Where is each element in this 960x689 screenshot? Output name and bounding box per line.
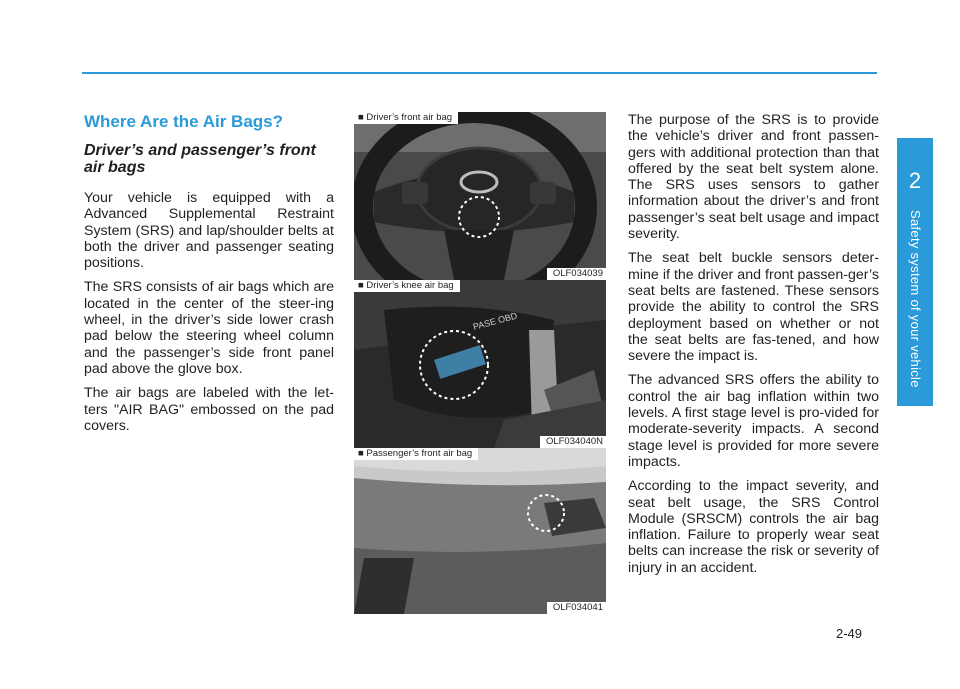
section-subtitle: Driver’s and passenger’s front air bags (84, 142, 316, 176)
left-column (84, 112, 334, 442)
section-title: Where Are the Air Bags? (84, 112, 284, 131)
steering-wheel-illustration (354, 112, 606, 280)
left-paragraph-2: The SRS consists of air bags which are located in the center of the steer-ing wheel, in the driver’s side lower crash pad below the steering wheel column and the passenger’s side front panel pad above the glove box. (84, 279, 334, 377)
figure-caption: ■ Passenger’s front air bag (354, 448, 478, 460)
figure-stack (354, 112, 606, 614)
figure-caption: ■ Driver’s knee air bag (354, 280, 460, 292)
svg-text:PASE OBD: PASE OBD (471, 310, 519, 332)
figure-code: OLF034040N (540, 436, 606, 448)
left-paragraph-3: The air bags are labeled with the let-ters "AIR BAG" embossed on the pad covers. (84, 385, 334, 434)
dashboard-illustration (354, 448, 606, 614)
header-rule (82, 72, 877, 74)
right-column (628, 112, 879, 584)
knee-airbag-illustration (354, 280, 606, 448)
figure-code: OLF034041 (547, 602, 606, 614)
page-number: 2-49 (836, 626, 863, 641)
right-paragraph-2: The seat belt buckle sensors deter-mine if the driver and front passen-ger’s seat belts are fastened. These sensors provide the ability to control the SRS deployment based on whether or not the seat belts are fas-tened, and how severe the impact is. (628, 250, 879, 365)
chapter-tab (897, 138, 933, 406)
right-paragraph-1: The purpose of the SRS is to provide the vehicle’s driver and front passen-gers with additional protection than that offered by the seat belt system alone. The SRS uses sensors to gather information about the driver’s and front passenger’s seat belt usage and impact severity. (628, 112, 879, 243)
right-paragraph-4: According to the impact severity, and seat belt usage, the SRS Control Module (SRSCM) controls the air bag inflation. Failure to properly wear seat belts can increase the risk or severity of injury in an accident. (628, 478, 879, 576)
right-paragraph-3: The advanced SRS offers the ability to control the air bag inflation within two levels. A first stage level is pro-vided for moderate-severity impacts. A second stage level is provided for more severe impacts. (628, 372, 879, 470)
chapter-label: Safety system of your vehicle (908, 210, 923, 388)
figure-caption: ■ Driver’s front air bag (354, 112, 458, 124)
figure-driver-knee-airbag (354, 280, 606, 448)
left-paragraph-1: Your vehicle is equipped with a Advanced Supplemental Restraint System (SRS) and lap/shoulder belts at both the driver and passenger seating positions. (84, 190, 334, 272)
chapter-number: 2 (908, 168, 922, 193)
figure-driver-front-airbag (354, 112, 606, 280)
figure-code: OLF034039 (547, 268, 606, 280)
figure-passenger-front-airbag (354, 448, 606, 614)
